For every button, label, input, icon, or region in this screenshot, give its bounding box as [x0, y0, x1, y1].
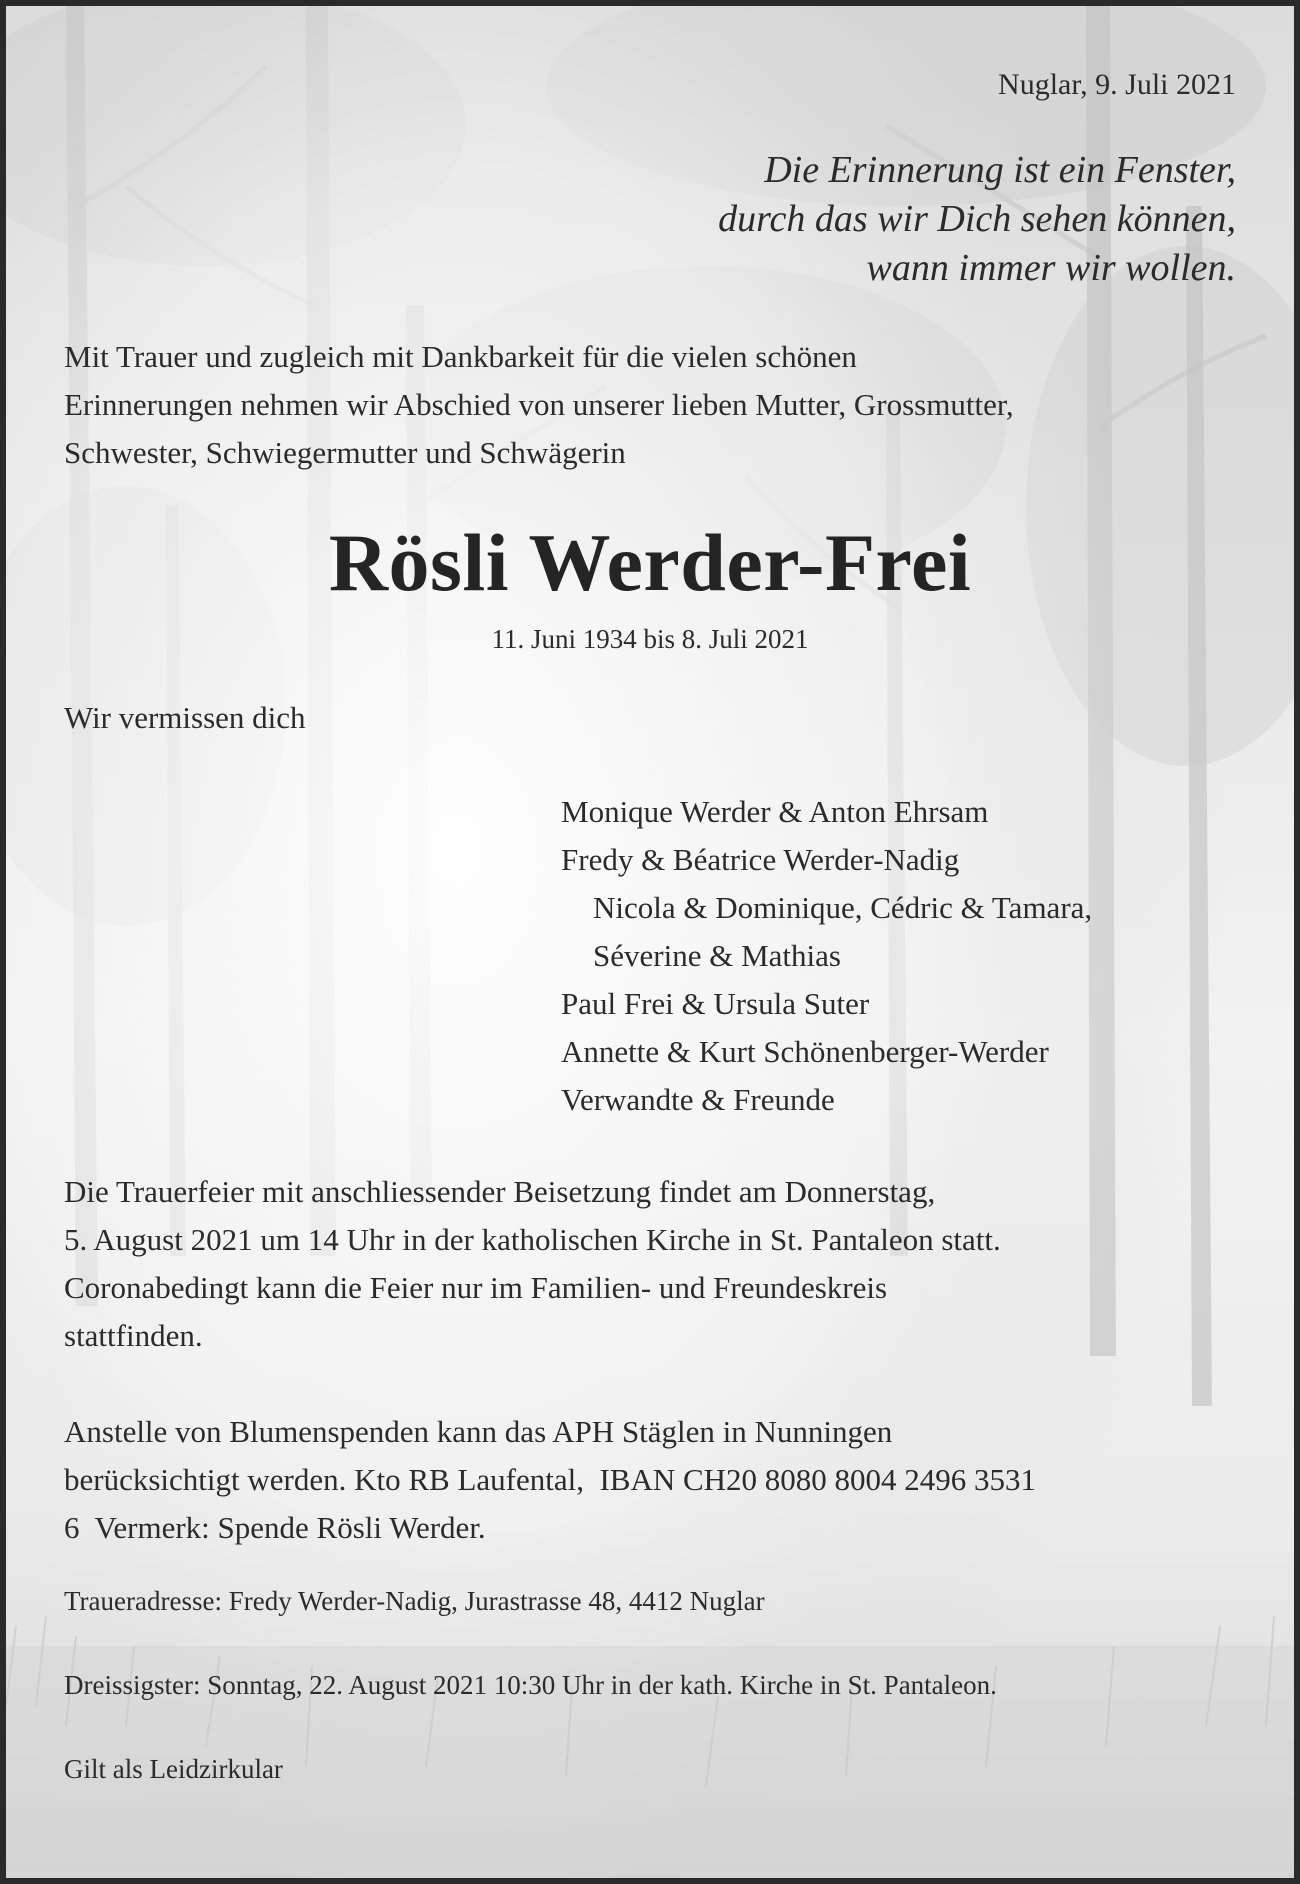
place-date: Nuglar, 9. Juli 2021 — [998, 68, 1236, 101]
quote-line: wann immer wir wollen. — [866, 247, 1236, 289]
intro-line: Mit Trauer und zugleich mit Dankbarkeit für die vielen schönen — [64, 339, 857, 374]
ceremony-line: Coronabedingt kann die Feier nur im Familien- und Freundeskreis — [64, 1270, 888, 1305]
family-member: Monique Werder & Anton Ehrsam — [561, 794, 989, 829]
quote-line: Die Erinnerung ist ein Fenster, — [764, 149, 1236, 191]
donation-line: berücksichtigt werden. Kto RB Laufental, IBAN CH20 8080 8004 2496 3531 — [64, 1462, 1037, 1497]
family-member: Verwandte & Freunde — [561, 1082, 835, 1117]
thirtieth-day-mass: Dreissigster: Sonntag, 22. August 2021 10:30 Uhr in der kath. Kirche in St. Pantaleon. — [64, 1670, 997, 1700]
intro-paragraph — [64, 333, 1254, 477]
donation-line: 6 Vermerk: Spende Rösli Werder. — [64, 1510, 486, 1545]
deceased-name: Rösli Werder-Frei — [328, 517, 972, 608]
intro-line: Schwester, Schwiegermutter und Schwägerin — [64, 435, 626, 470]
quote-line: durch das wir Dich sehen können, — [718, 198, 1236, 240]
family-member: Fredy & Béatrice Werder-Nadig — [561, 842, 960, 877]
memorial-quote — [718, 146, 1236, 293]
ceremony-paragraph — [64, 1168, 1254, 1360]
ceremony-line: 5. August 2021 um 14 Uhr in der katholischen Kirche in St. Pantaleon statt. — [64, 1222, 1001, 1257]
family-member: Paul Frei & Ursula Suter — [561, 986, 870, 1021]
ceremony-line: stattfinden. — [64, 1318, 203, 1353]
donation-line: Anstelle von Blumenspenden kann das APH Stäglen in Nunningen — [64, 1414, 893, 1449]
intro-line: Erinnerungen nehmen wir Abschied von unserer lieben Mutter, Grossmutter, — [64, 387, 1014, 422]
obituary-content — [6, 6, 1294, 1878]
ceremony-line: Die Trauerfeier mit anschliessender Beisetzung findet am Donnerstag, — [64, 1174, 936, 1209]
family-member-grandchildren: Séverine & Mathias — [593, 938, 841, 973]
life-dates: 11. Juni 1934 bis 8. Juli 2021 — [491, 624, 809, 654]
family-member-grandchildren: Nicola & Dominique, Cédric & Tamara, — [593, 890, 1093, 925]
donation-paragraph — [64, 1408, 1254, 1552]
mourning-address: Traueradresse: Fredy Werder-Nadig, Jurastrasse 48, 4412 Nuglar — [64, 1586, 765, 1616]
family-list — [561, 788, 1092, 1124]
circular-note: Gilt als Leidzirkular — [64, 1754, 283, 1784]
we-miss-you: Wir vermissen dich — [64, 700, 306, 735]
family-member: Annette & Kurt Schönenberger-Werder — [561, 1034, 1049, 1069]
